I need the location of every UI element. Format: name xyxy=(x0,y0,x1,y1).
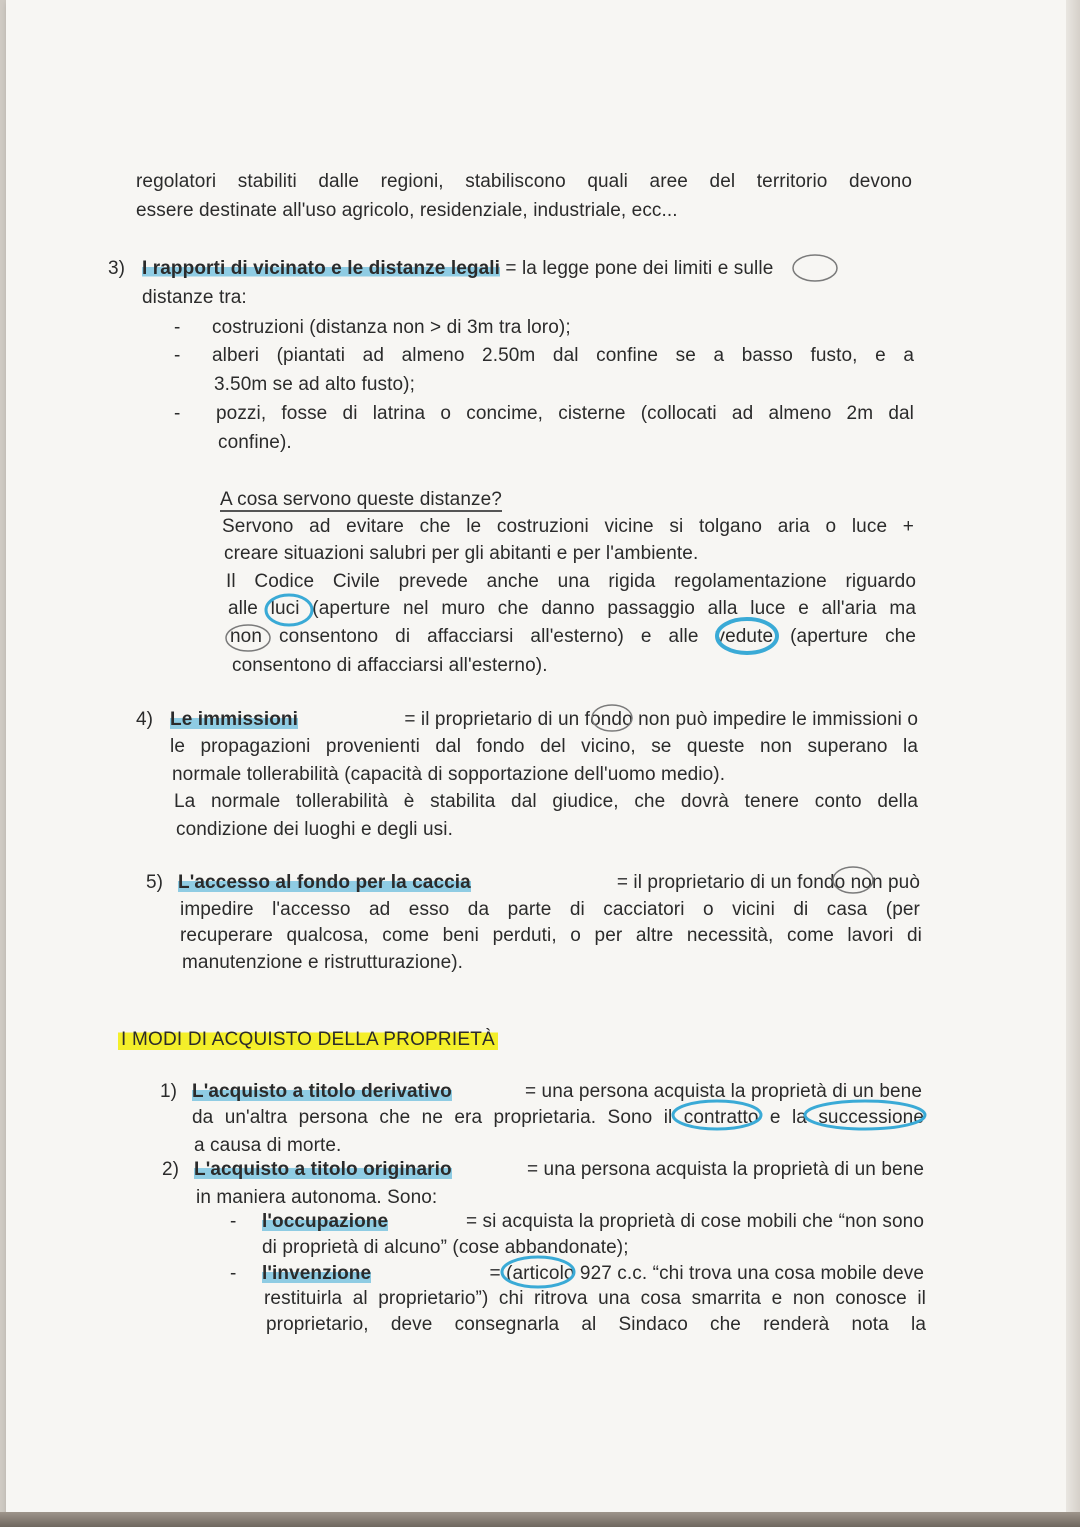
pen-circle xyxy=(673,1101,761,1129)
sub2-line-2: restituirla al proprietario”) chi ritrova una cosa smarrita e non conosce il xyxy=(264,1288,926,1309)
intro-line-2: essere destinate all'uso agricolo, residenziale, industriale, ecc... xyxy=(136,200,678,221)
item3-term: I rapporti di vicinato e le distanze legali xyxy=(142,258,500,279)
pen-circle xyxy=(502,1257,574,1287)
item4-line-5: condizione dei luoghi e degli usi. xyxy=(176,819,453,840)
item3-answer-1: Servono ad evitare che le costruzioni vicine si tolgano aria o luce + xyxy=(222,516,914,537)
item3-question-text: A cosa servono queste distanze? xyxy=(220,489,502,510)
section-item2-term: L'acquisto a titolo originario xyxy=(194,1159,452,1180)
item3-number: 3) xyxy=(108,258,125,279)
section-item2-line-1: = una persona acquista la proprietà di un bene xyxy=(526,1159,924,1180)
item3-answer-3: Il Codice Civile prevede anche una rigida regolamentazione riguardo xyxy=(226,571,916,592)
section-title: I MODI DI ACQUISTO DELLA PROPRIETÀ xyxy=(118,1028,498,1052)
item3-line-2: distanze tra: xyxy=(142,287,247,308)
section-item2-number: 2) xyxy=(162,1159,179,1180)
item3-line1-rest: = la legge pone dei limiti e sulle xyxy=(505,258,774,279)
item4-line-4: La normale tollerabilità è stabilita dal giudice, che dovrà tenere conto della xyxy=(174,791,918,812)
bullet-dash: - xyxy=(230,1211,237,1232)
bullet-dash: - xyxy=(174,403,181,424)
item3-answer-6: consentono di affacciarsi all'esterno). xyxy=(232,655,548,676)
section-item1-line-1: = una persona acquista la proprietà di un bene xyxy=(524,1081,922,1102)
sub2-line-1: = (articolo 927 c.c. “chi trova una cosa mobile deve xyxy=(489,1263,924,1284)
item5-line-2: impedire l'accesso ad esso da parte di cacciatori o vicini di casa (per xyxy=(180,899,920,920)
item3-bullet-3: pozzi, fosse di latrina o concime, cisterne (collocati ad almeno 2m dal xyxy=(216,403,914,424)
sub1-line-1: = si acquista la proprietà di cose mobili che “non sono xyxy=(465,1211,924,1232)
item3-answer-5: non consentono di affacciarsi all'esterno) e alle vedute (aperture che xyxy=(230,626,916,647)
item5-term: L'accesso al fondo per la caccia xyxy=(178,872,471,893)
item3-bullet-2-cont: 3.50m se ad alto fusto); xyxy=(214,374,415,395)
item3-bullet-3-cont: confine). xyxy=(218,432,292,453)
pen-circle xyxy=(226,625,270,651)
intro-line-1: regolatori stabiliti dalle regioni, stabiliscono quali aree del territorio devono xyxy=(136,171,912,192)
section-item1-number: 1) xyxy=(160,1081,177,1102)
bullet-dash: - xyxy=(174,345,181,366)
sub1-term: l'occupazione xyxy=(262,1211,389,1232)
item4-number: 4) xyxy=(136,709,153,730)
item4-term: Le immissioni xyxy=(170,709,299,730)
item4-line-2: le propagazioni provenienti dal fondo del vicino, se queste non superano la xyxy=(170,736,918,757)
item4-line-1: = il proprietario di un fondo non può impedire le immissioni o xyxy=(404,709,918,730)
item3-bullet-2: alberi (piantati ad almeno 2.50m dal confine se a basso fusto, e a xyxy=(212,345,914,366)
bullet-dash: - xyxy=(174,317,181,338)
pen-circle xyxy=(266,595,312,625)
bullet-dash: - xyxy=(230,1263,237,1284)
pen-circle xyxy=(592,705,632,731)
item5-line-3: recuperare qualcosa, come beni perduti, o per altre necessità, come lavori di xyxy=(180,925,922,946)
sub2-line-3: proprietario, deve consegnarla al Sindaco che renderà nota la xyxy=(266,1314,926,1335)
item3-bullet-1: costruzioni (distanza non > di 3m tra loro); xyxy=(212,317,571,338)
pen-circle xyxy=(717,619,777,653)
pen-circle xyxy=(793,255,837,281)
item4-line-3: normale tollerabilità (capacità di sopportazione dell'uomo medio). xyxy=(172,764,726,785)
item5-line-1: = il proprietario di un fondo non può xyxy=(616,872,920,893)
item3-answer-4: alle luci (aperture nel muro che danno passaggio alla luce e all'aria ma xyxy=(228,598,916,619)
section-item1-term: L'acquisto a titolo derivativo xyxy=(192,1081,452,1102)
section-item1-line-3: a causa di morte. xyxy=(194,1135,342,1156)
item5-number: 5) xyxy=(146,872,163,893)
sub1-line-2: di proprietà di alcuno” (cose abbandonate); xyxy=(262,1237,629,1258)
section-item1-line-2: da un'altra persona che ne era proprietaria. Sono il contratto e la successione xyxy=(192,1107,924,1128)
item3-answer-2: creare situazioni salubri per gli abitanti e per l'ambiente. xyxy=(224,543,699,564)
section-item2-line-2: in maniera autonoma. Sono: xyxy=(196,1187,438,1208)
pen-circle xyxy=(805,1101,925,1129)
sub2-term: l'invenzione xyxy=(262,1263,372,1284)
pen-circle xyxy=(833,867,873,893)
item5-line-4: manutenzione e ristrutturazione). xyxy=(182,952,464,973)
